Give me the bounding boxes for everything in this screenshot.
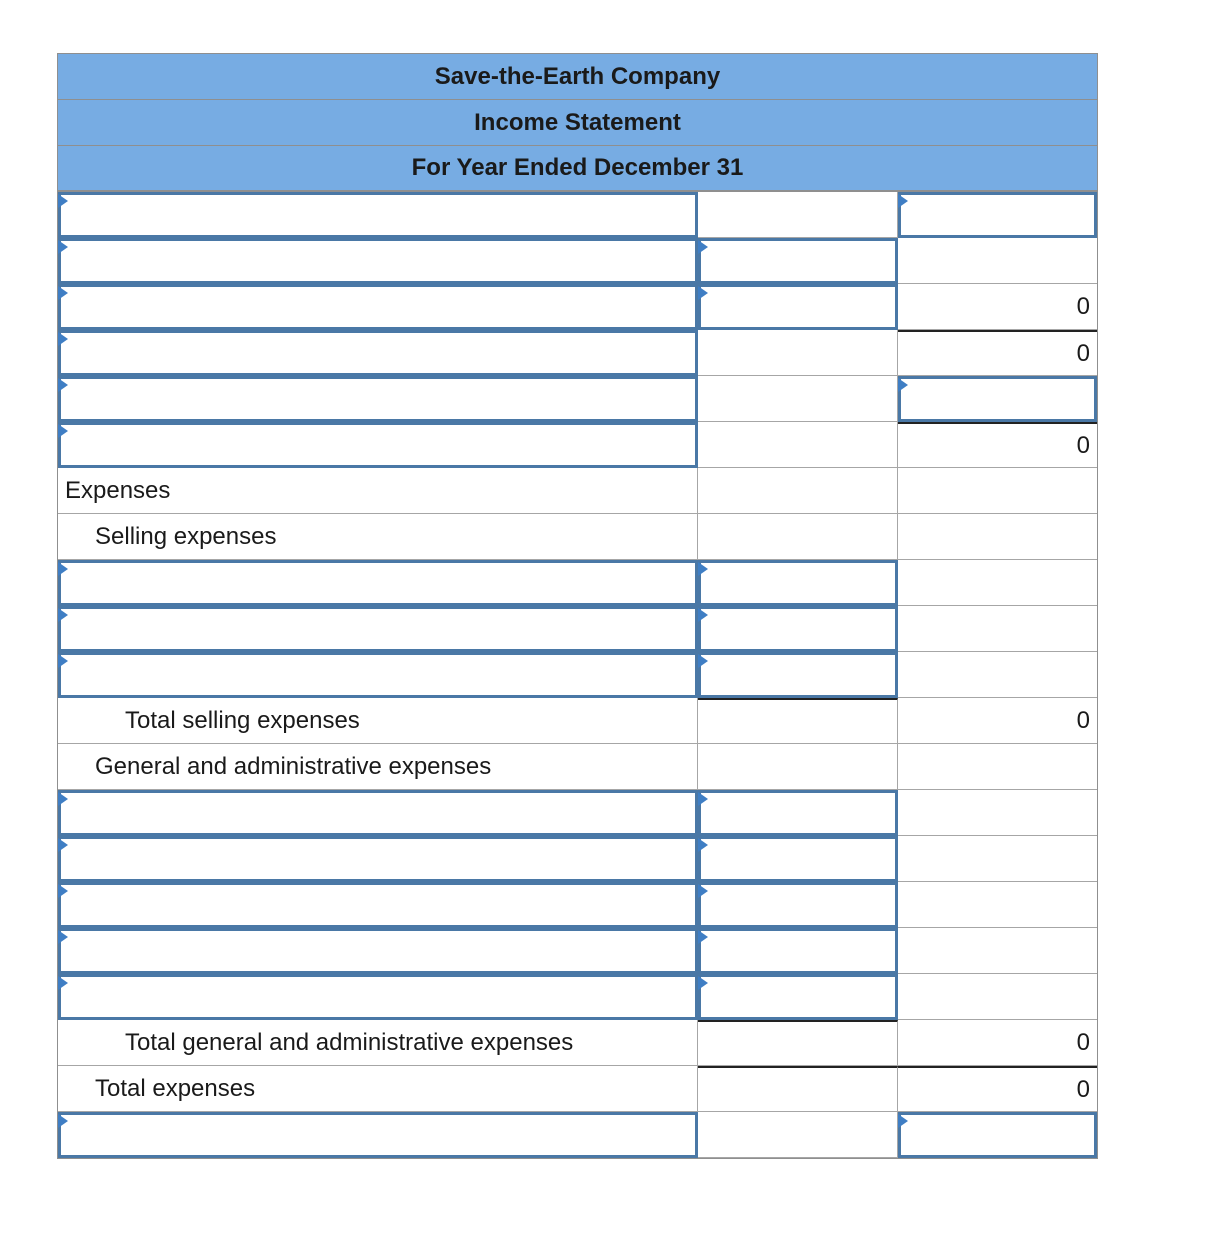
total-value: 0 bbox=[898, 284, 1097, 330]
table-row bbox=[58, 192, 1097, 238]
total-value: 0 bbox=[898, 698, 1097, 744]
table-row bbox=[58, 790, 1097, 836]
total-cell bbox=[898, 652, 1097, 698]
total-cell bbox=[898, 790, 1097, 836]
amount-cell bbox=[698, 330, 898, 376]
amount-input[interactable] bbox=[698, 238, 898, 284]
amount-input[interactable] bbox=[698, 836, 898, 882]
company-name: Save-the-Earth Company bbox=[58, 54, 1097, 100]
total-cell bbox=[898, 928, 1097, 974]
amount-cell bbox=[698, 468, 898, 514]
total-value: 0 bbox=[898, 330, 1097, 376]
account-dropdown[interactable] bbox=[58, 652, 698, 698]
total-cell bbox=[898, 836, 1097, 882]
table-row bbox=[58, 652, 1097, 698]
table-row bbox=[58, 560, 1097, 606]
total-cell bbox=[898, 974, 1097, 1020]
account-dropdown[interactable] bbox=[58, 790, 698, 836]
amount-cell bbox=[698, 192, 898, 238]
amount-input[interactable] bbox=[698, 606, 898, 652]
account-dropdown[interactable] bbox=[58, 606, 698, 652]
total-general-admin-expenses-label: Total general and administrative expenses bbox=[58, 1020, 698, 1066]
total-cell bbox=[898, 882, 1097, 928]
table-row bbox=[58, 1066, 1097, 1112]
account-dropdown[interactable] bbox=[58, 974, 698, 1020]
amount-cell bbox=[698, 1112, 898, 1158]
net-total-input[interactable] bbox=[898, 1112, 1097, 1158]
amount-cell bbox=[698, 376, 898, 422]
account-dropdown[interactable] bbox=[58, 836, 698, 882]
selling-expenses-label: Selling expenses bbox=[58, 514, 698, 560]
amount-cell bbox=[698, 1020, 898, 1066]
table-row bbox=[58, 330, 1097, 376]
table-row bbox=[58, 698, 1097, 744]
amount-cell bbox=[698, 514, 898, 560]
amount-cell bbox=[698, 422, 898, 468]
account-dropdown[interactable] bbox=[58, 1112, 698, 1158]
amount-input[interactable] bbox=[698, 882, 898, 928]
table-row bbox=[58, 514, 1097, 560]
amount-cell bbox=[698, 744, 898, 790]
table-row bbox=[58, 836, 1097, 882]
account-dropdown[interactable] bbox=[58, 560, 698, 606]
account-dropdown[interactable] bbox=[58, 192, 698, 238]
total-cell bbox=[898, 744, 1097, 790]
amount-cell bbox=[698, 698, 898, 744]
total-value: 0 bbox=[898, 1066, 1097, 1112]
table-row bbox=[58, 744, 1097, 790]
amount-input[interactable] bbox=[698, 928, 898, 974]
amount-cell bbox=[698, 1066, 898, 1112]
amount-input[interactable] bbox=[698, 974, 898, 1020]
statement-title: Income Statement bbox=[58, 100, 1097, 146]
table-row bbox=[58, 1112, 1097, 1158]
amount-input[interactable] bbox=[698, 284, 898, 330]
table-row bbox=[58, 882, 1097, 928]
table-row bbox=[58, 376, 1097, 422]
account-dropdown[interactable] bbox=[58, 422, 698, 468]
statement-period: For Year Ended December 31 bbox=[58, 146, 1097, 192]
total-cell bbox=[898, 606, 1097, 652]
amount-input[interactable] bbox=[698, 652, 898, 698]
income-statement-table bbox=[57, 53, 1098, 1159]
amount-input[interactable] bbox=[698, 790, 898, 836]
total-cell bbox=[898, 238, 1097, 284]
table-row bbox=[58, 422, 1097, 468]
total-cell bbox=[898, 560, 1097, 606]
table-row bbox=[58, 284, 1097, 330]
account-dropdown[interactable] bbox=[58, 238, 698, 284]
table-row bbox=[58, 468, 1097, 514]
amount-input[interactable] bbox=[698, 560, 898, 606]
total-input[interactable] bbox=[898, 192, 1097, 238]
total-selling-expenses-label: Total selling expenses bbox=[58, 698, 698, 744]
total-expenses-label: Total expenses bbox=[58, 1066, 698, 1112]
general-admin-expenses-label: General and administrative expenses bbox=[58, 744, 698, 790]
table-row bbox=[58, 606, 1097, 652]
table-row bbox=[58, 928, 1097, 974]
account-dropdown[interactable] bbox=[58, 928, 698, 974]
total-input[interactable] bbox=[898, 376, 1097, 422]
total-cell bbox=[898, 468, 1097, 514]
account-dropdown[interactable] bbox=[58, 330, 698, 376]
account-dropdown[interactable] bbox=[58, 284, 698, 330]
table-row bbox=[58, 238, 1097, 284]
total-cell bbox=[898, 514, 1097, 560]
total-value: 0 bbox=[898, 1020, 1097, 1066]
account-dropdown[interactable] bbox=[58, 376, 698, 422]
table-row bbox=[58, 974, 1097, 1020]
table-row bbox=[58, 1020, 1097, 1066]
total-value: 0 bbox=[898, 422, 1097, 468]
account-dropdown[interactable] bbox=[58, 882, 698, 928]
expenses-label: Expenses bbox=[58, 468, 698, 514]
